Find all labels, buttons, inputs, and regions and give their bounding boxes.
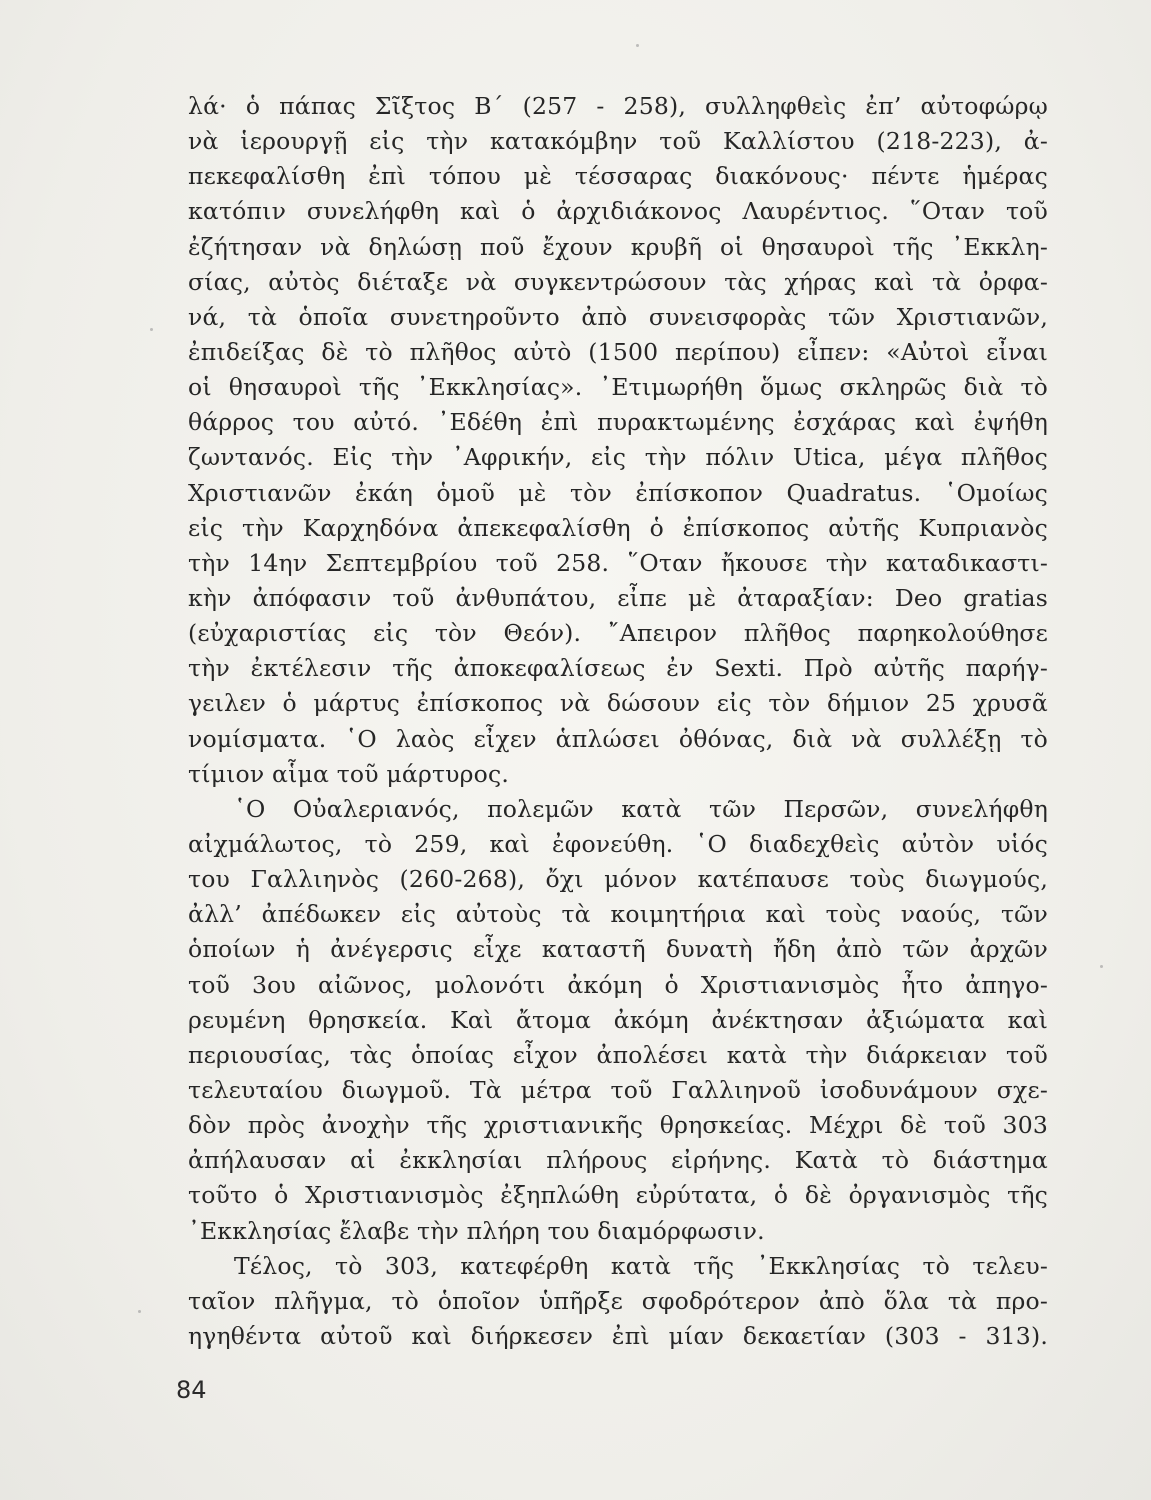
text-line: δὸν πρὸς ἀνοχὴν τῆς χριστιανικῆς θρησκείας. Μέχρι δὲ τοῦ 303 — [188, 1111, 1048, 1140]
text-line: νά, τὰ ὁποῖα συνετηροῦντο ἀπὸ συνεισφορὰς τῶν Χριστιανῶν, — [188, 302, 1048, 331]
text-line: θάρρος του αὐτό. ᾿Εδέθη ἐπὶ πυρακτωμένης ἐσχάρας καὶ ἐψήθη — [188, 408, 1048, 437]
text-line: γειλεν ὁ μάρτυς ἐπίσκοπος νὰ δώσουν εἰς τὸν δήμιον 25 χρυσᾶ — [188, 689, 1048, 718]
text-line: Τέλος, τὸ 303, κατεφέρθη κατὰ τῆς ᾿Εκκλησίας τὸ τελευ- — [234, 1251, 1048, 1280]
text-line: τοῦτο ὁ Χριστιανισμὸς ἐξηπλώθη εὐρύτατα, ὁ δὲ ὀργανισμὸς τῆς — [188, 1181, 1048, 1210]
text-line: ρευμένη θρησκεία. Καὶ ἄτομα ἀκόμη ἀνέκτησαν ἀξιώματα καὶ — [188, 1005, 1048, 1034]
paper-speck — [1100, 965, 1103, 968]
text-line: τὴν ἐκτέλεσιν τῆς ἀποκεφαλίσεως ἐν Sexti. Πρὸ αὐτῆς παρήγ- — [188, 654, 1048, 683]
text-line: πεκεφαλίσθη ἐπὶ τόπου μὲ τέσσαρας διακόνους· πέντε ἡμέρας — [188, 162, 1048, 191]
text-line: ἐζήτησαν νὰ δηλώσῃ ποῦ ἔχουν κρυβῆ οἱ θησαυροὶ τῆς ᾿Εκκλη- — [188, 232, 1048, 261]
text-line: κατόπιν συνελήφθη καὶ ὁ ἀρχιδιάκονος Λαυρέντιος. ῞Οταν τοῦ — [188, 197, 1048, 226]
text-line: σίας, αὐτὸς διέταξε νὰ συγκεντρώσουν τὰς χήρας καὶ τὰ ὀρφα- — [188, 267, 1048, 296]
text-line: εἰς τὴν Καρχηδόνα ἀπεκεφαλίσθη ὁ ἐπίσκοπος αὐτῆς Κυπριανὸς — [188, 513, 1048, 542]
paper-speck — [150, 328, 153, 331]
text-line: τοῦ 3ου αἰῶνος, μολονότι ἀκόμη ὁ Χριστιανισμὸς ἦτο ἀπηγο- — [188, 970, 1048, 999]
text-line: ἐπιδείξας δὲ τὸ πλῆθος αὐτὸ (1500 περίπου) εἶπεν: «Αὐτοὶ εἶναι — [188, 337, 1048, 366]
paper-speck — [138, 1310, 141, 1313]
text-line: ᾿Εκκλησίας ἔλαβε τὴν πλήρη του διαμόρφωσιν. — [188, 1216, 765, 1245]
text-line: νὰ ἱερουργῇ εἰς τὴν κατακόμβην τοῦ Καλλίστου (218-223), ἀ- — [188, 127, 1048, 156]
text-line: τὴν 14ην Σεπτεμβρίου τοῦ 258. ῞Οταν ἤκουσε τὴν καταδικαστι- — [188, 548, 1048, 577]
text-line: ταῖον πλῆγμα, τὸ ὁποῖον ὑπῆρξε σφοδρότερον ἀπὸ ὅλα τὰ προ- — [188, 1286, 1048, 1315]
text-line: (εὐχαριστίας εἰς τὸν Θεόν). ῎Απειρον πλῆθος παρηκολούθησε — [188, 619, 1048, 648]
text-line: ἀπήλαυσαν αἱ ἐκκλησίαι πλήρους εἰρήνης. Κατὰ τὸ διάστημα — [188, 1146, 1048, 1175]
text-line: αἰχμάλωτος, τὸ 259, καὶ ἐφονεύθη. ῾Ο διαδεχθεὶς αὐτὸν υἱός — [188, 829, 1048, 858]
text-line: ἀλλ’ ἀπέδωκεν εἰς αὐτοὺς τὰ κοιμητήρια καὶ τοὺς ναούς, τῶν — [188, 900, 1048, 929]
text-line: λά· ὁ πάπας Σῖξτος Β΄ (257 - 258), συλληφθεὶς ἐπ’ αὐτοφώρῳ — [188, 92, 1048, 120]
text-line: κὴν ἀπόφασιν τοῦ ἀνθυπάτου, εἶπε μὲ ἀταραξίαν: Deo gratias — [188, 583, 1048, 612]
text-line: ζωντανός. Εἰς τὴν ᾿Αφρικήν, εἰς τὴν πόλιν Utica, μέγα πλῆθος — [188, 443, 1048, 472]
text-line: του Γαλλιηνὸς (260-268), ὄχι μόνον κατέπαυσε τοὺς διωγμούς, — [188, 865, 1048, 894]
page-number: 84 — [176, 1376, 207, 1404]
text-line: ῾Ο Οὐαλεριανός, πολεμῶν κατὰ τῶν Περσῶν, συνελήφθη — [234, 794, 1048, 823]
text-line: Χριστιανῶν ἐκάη ὁμοῦ μὲ τὸν ἐπίσκοπον Quadratus. ῾Ομοίως — [188, 478, 1048, 507]
text-line: ὁποίων ἡ ἀνέγερσις εἶχε καταστῆ δυνατὴ ἤδη ἀπὸ τῶν ἀρχῶν — [188, 935, 1048, 964]
paper-speck — [636, 44, 639, 47]
text-line: οἱ θησαυροὶ τῆς ᾿Εκκλησίας». ᾿Ετιμωρήθη ὅμως σκληρῶς διὰ τὸ — [188, 373, 1048, 402]
text-line: περιουσίας, τὰς ὁποίας εἶχον ἀπολέσει κατὰ τὴν διάρκειαν τοῦ — [188, 1040, 1048, 1069]
text-line: τίμιον αἷμα τοῦ μάρτυρος. — [188, 759, 510, 788]
text-line: ηγηθέντα αὐτοῦ καὶ διήρκεσεν ἐπὶ μίαν δεκαετίαν (303 - 313). — [188, 1321, 1048, 1350]
text-line: τελευταίου διωγμοῦ. Τὰ μέτρα τοῦ Γαλλιηνοῦ ἰσοδυνάμουν σχε- — [188, 1075, 1048, 1104]
text-line: νομίσματα. ῾Ο λαὸς εἶχεν ἁπλώσει ὀθόνας, διὰ νὰ συλλέξῃ τὸ — [188, 724, 1048, 753]
body-text — [188, 92, 1048, 1357]
